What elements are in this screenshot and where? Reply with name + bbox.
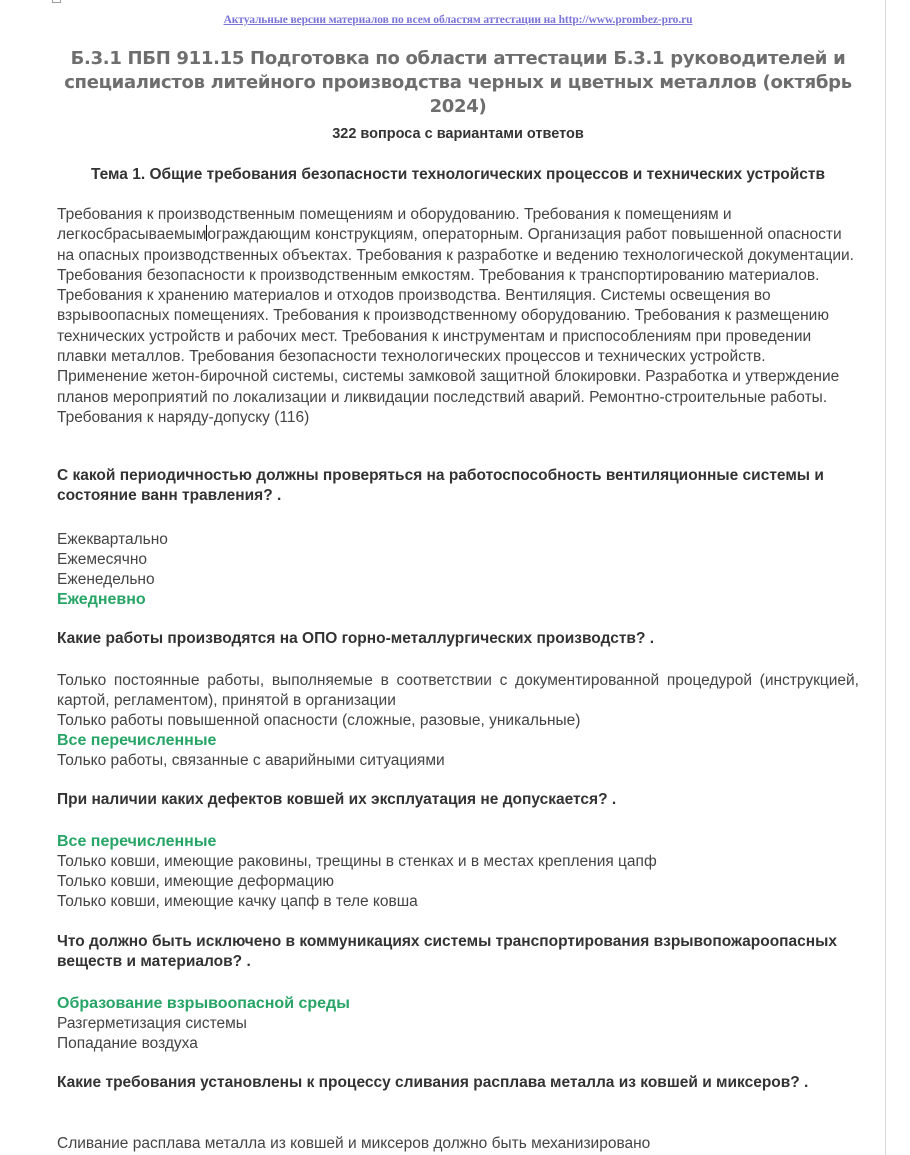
document-subtitle: 322 вопроса с вариантами ответов bbox=[332, 126, 584, 142]
topic-description-part-2: ограждающим конструкциям, операторным. Организация работ повышенной опасности на опасных производственных объектах. Требования к разработке и ведению технологической документации. Требования безопасности к производственным емкостям. Требования к транспортированию материалов. Требования к хранению материалов и отходов производства. Вентиляция. Системы освещения во взрывоопасных помещениях. Требования к производственному оборудованию. Требования к размещению технических устройств и рабочих мест. Требования к инструментам и приспособлениям при проведении плавки металлов. Требования безопасности технологических процессов и технических устройств. Применение жетон-бирочной системы, системы замковой защитной блокировки. Разработка и утверждение планов мероприятий по локализации и ликвидации последствий аварий. Ремонтно-строительные работы. Требования к наряду-допуску (116) bbox=[57, 226, 854, 426]
topic-title: Тема 1. Общие требования безопасности технологических процессов и технических устройств bbox=[90, 166, 826, 183]
answer-option: Ежемесячно bbox=[57, 551, 148, 568]
answers-3 bbox=[57, 832, 859, 912]
correct-answer-option: Образование взрывоопасной среды bbox=[57, 995, 350, 1012]
page-corner-marker bbox=[52, 0, 61, 3]
topic-description bbox=[57, 205, 859, 428]
question-2: Какие работы производятся на ОПО горно-металлургических производств? . bbox=[57, 630, 655, 647]
answer-option: Только ковши, имеющие раковины, трещины в стенках и в местах крепления цапф bbox=[57, 853, 657, 870]
document-title: Б.3.1 ПБП 911.15 Подготовка по области аттестации Б.3.1 руководителей и специалистов литейного производства черных и цветных металлов (октябрь 2024) bbox=[64, 48, 852, 117]
answer-option: Сливание расплава металла из ковшей и миксеров должно быть механизировано bbox=[57, 1135, 651, 1152]
answer-option: Попадание воздуха bbox=[57, 1035, 198, 1052]
prombez-link[interactable]: Актуальные версии материалов по всем областям аттестации на http://www.prombez-pro.ru bbox=[223, 14, 693, 26]
answers-2 bbox=[57, 671, 859, 771]
page-edge-divider bbox=[885, 0, 886, 1155]
correct-answer-option: Все перечисленные bbox=[57, 833, 217, 850]
question-1: С какой периодичностью должны проверяться на работоспособность вентиляционные системы и состояние ванн травления? . bbox=[57, 467, 824, 504]
topic-description-part-1: Требования к производственным помещениям и оборудованию. Требования к помещениям и легкосбрасываемым bbox=[57, 206, 732, 244]
question-4: Что должно быть исключено в коммуникациях системы транспортирования взрывопожароопасных веществ и материалов? . bbox=[57, 933, 837, 970]
question-5: Какие требования установлены к процессу сливания расплава металла из ковшей и миксеров? . bbox=[57, 1074, 809, 1091]
answer-option: Только работы, связанные с аварийными ситуациями bbox=[57, 752, 445, 769]
correct-answer-option: Ежедневно bbox=[57, 591, 146, 608]
answer-option: Только ковши, имеющие деформацию bbox=[57, 873, 335, 890]
answer-option: Ежеквартально bbox=[57, 531, 168, 548]
answers-5 bbox=[57, 1134, 859, 1154]
answers-1 bbox=[57, 530, 859, 610]
answer-option: Только ковши, имеющие качку цапф в теле ковша bbox=[57, 893, 418, 910]
answer-option: Еженедельно bbox=[57, 571, 155, 588]
question-3: При наличии каких дефектов ковшей их эксплуатация не допускается? . bbox=[57, 791, 617, 808]
answer-option: Разгерметизация системы bbox=[57, 1015, 247, 1032]
correct-answer-option: Все перечисленные bbox=[57, 732, 217, 749]
answer-option: Только работы повышенной опасности (сложные, разовые, уникальные) bbox=[57, 712, 581, 729]
answer-option: Только постоянные работы, выполняемые в соответствии с документированной процедурой (инструкцией, картой, регламентом), принятой в организации bbox=[57, 672, 859, 709]
answers-4 bbox=[57, 994, 859, 1054]
